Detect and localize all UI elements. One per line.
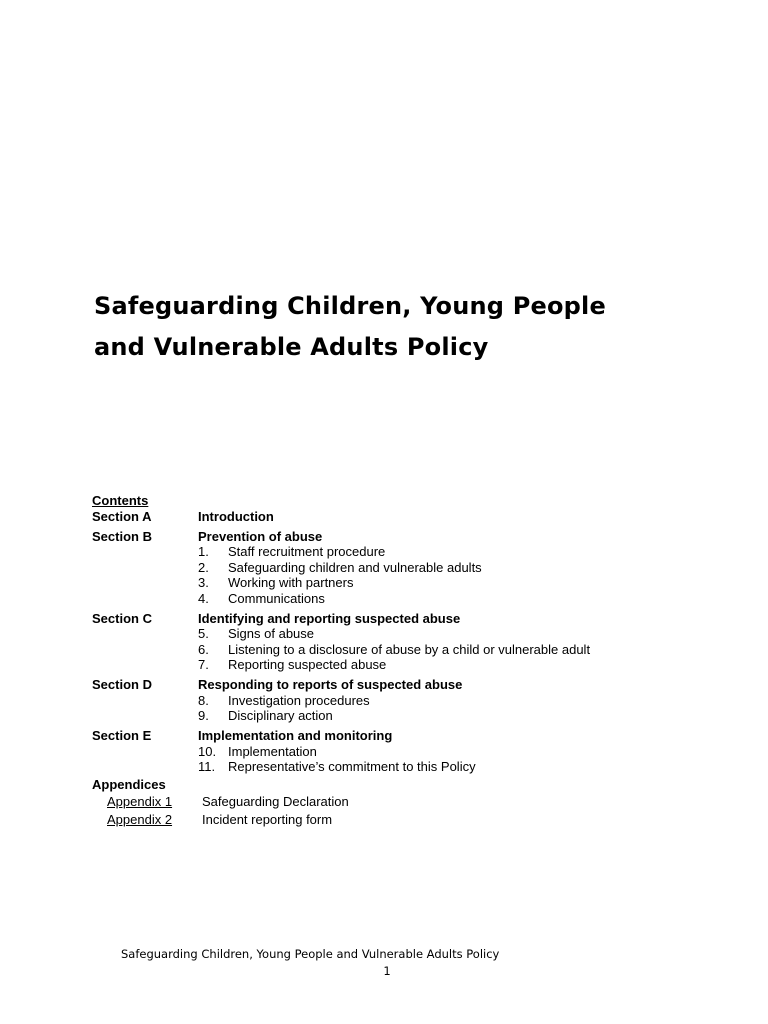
table-of-contents xyxy=(92,493,692,828)
item-number: 1. xyxy=(198,544,209,559)
item-number: 7. xyxy=(198,657,209,672)
section-title: Identifying and reporting suspected abuse xyxy=(198,610,461,626)
item-text: Listening to a disclosure of abuse by a child or vulnerable adult xyxy=(228,641,591,657)
contents-section xyxy=(92,677,692,724)
section-title: Implementation and monitoring xyxy=(198,728,393,743)
contents-section xyxy=(92,529,692,607)
contents-item xyxy=(198,642,692,658)
appendix-row xyxy=(92,812,692,828)
appendix-title: Safeguarding Declaration xyxy=(202,794,349,809)
document-title xyxy=(94,286,734,368)
item-number: 3. xyxy=(198,575,209,590)
contents-section xyxy=(92,728,692,775)
section-title: Responding to reports of suspected abuse xyxy=(198,677,463,692)
section-body xyxy=(198,509,692,525)
title-line-2: and Vulnerable Adults Policy xyxy=(94,333,489,361)
contents-item xyxy=(198,759,692,775)
item-text: Implementation xyxy=(228,743,317,759)
item-number: 10. xyxy=(198,743,217,759)
section-label: Section D xyxy=(92,677,152,692)
section-label: Section B xyxy=(92,528,152,544)
contents-item xyxy=(198,591,692,607)
item-number: 9. xyxy=(198,708,209,723)
section-body xyxy=(198,677,692,724)
item-text: Staff recruitment procedure xyxy=(228,544,386,559)
section-label: Section A xyxy=(92,508,152,524)
item-text: Reporting suspected abuse xyxy=(228,657,387,672)
appendices-heading: Appendices xyxy=(92,776,166,792)
appendix-link[interactable]: Appendix 1 xyxy=(107,794,173,809)
section-label: Section C xyxy=(92,610,152,626)
item-number: 11. xyxy=(198,759,216,774)
section-body xyxy=(198,529,692,607)
section-title: Prevention of abuse xyxy=(198,528,323,544)
contents-item xyxy=(198,693,692,709)
item-number: 5. xyxy=(198,626,209,641)
contents-item xyxy=(198,744,692,760)
contents-section xyxy=(92,509,692,525)
contents-sections xyxy=(92,509,692,775)
item-text: Working with partners xyxy=(228,575,354,590)
item-text: Communications xyxy=(228,590,325,606)
contents-heading: Contents xyxy=(92,493,149,508)
item-number: 6. xyxy=(198,641,209,657)
contents-item xyxy=(198,626,692,642)
page-footer xyxy=(0,946,768,980)
section-label: Section E xyxy=(92,728,152,743)
item-text: Representative’s commitment to this Policy xyxy=(228,759,476,774)
section-body xyxy=(198,728,692,775)
item-text: Safeguarding children and vulnerable adults xyxy=(228,559,482,575)
contents-item xyxy=(198,560,692,576)
contents-item xyxy=(198,544,692,560)
item-text: Disciplinary action xyxy=(228,708,333,723)
appendix-title: Incident reporting form xyxy=(202,812,333,827)
section-title: Introduction xyxy=(198,508,274,524)
contents-item xyxy=(198,575,692,591)
appendix-row xyxy=(92,794,692,810)
item-number: 4. xyxy=(198,590,209,606)
title-line-1: Safeguarding Children, Young People xyxy=(94,292,606,320)
footer-title: Safeguarding Children, Young People and Vulnerable Adults Policy xyxy=(121,947,500,961)
page-number: 1 xyxy=(383,964,391,978)
item-text: Signs of abuse xyxy=(228,626,315,641)
item-number: 2. xyxy=(198,559,209,575)
contents-section xyxy=(92,611,692,673)
appendices-list xyxy=(92,794,692,828)
item-text: Investigation procedures xyxy=(228,692,370,708)
item-number: 8. xyxy=(198,692,209,708)
contents-item xyxy=(198,708,692,724)
appendix-link[interactable]: Appendix 2 xyxy=(107,812,173,827)
section-body xyxy=(198,611,692,673)
contents-item xyxy=(198,657,692,673)
